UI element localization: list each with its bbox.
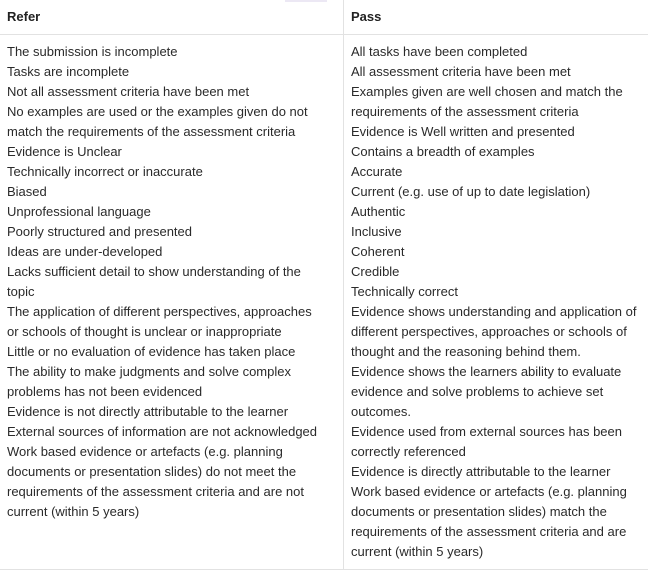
pass-line: correctly referenced — [351, 444, 466, 459]
pass-line: requirements of the assessment criteria — [351, 104, 579, 119]
refer-line: Unprofessional language — [7, 204, 151, 219]
refer-line: requirements of the assessment criteria and are not — [7, 484, 304, 499]
pass-line: Authentic — [351, 204, 406, 219]
pass-line: Evidence used from external sources has been — [351, 424, 622, 439]
refer-cell — [7, 42, 337, 522]
pass-line: thought and the reasoning behind them. — [351, 344, 581, 359]
pass-line: Credible — [351, 264, 400, 279]
refer-line: Evidence is not directly attributable to the learner — [7, 404, 289, 419]
refer-line: current (within 5 years) — [7, 504, 140, 519]
refer-line: External sources of information are not acknowledged — [7, 424, 318, 439]
pass-line: documents or presentation slides) match the — [351, 504, 607, 519]
refer-line: problems has not been evidenced — [7, 384, 203, 399]
refer-line: Biased — [7, 184, 47, 199]
refer-line: Tasks are incomplete — [7, 64, 130, 79]
refer-line: Evidence is Unclear — [7, 144, 122, 159]
pass-line: different perspectives, approaches or schools of — [351, 324, 627, 339]
refer-line: Technically incorrect or inaccurate — [7, 164, 203, 179]
refer-line: No examples are used or the examples given do not — [7, 104, 308, 119]
refer-line: The submission is incomplete — [7, 44, 178, 59]
pass-line: Contains a breadth of examples — [351, 144, 535, 159]
refer-line: topic — [7, 284, 35, 299]
refer-line: Little or no evaluation of evidence has taken place — [7, 344, 296, 359]
pass-cell — [351, 42, 648, 562]
pass-line: Current (e.g. use of up to date legislation) — [351, 184, 591, 199]
pass-line: Inclusive — [351, 224, 402, 239]
refer-line: The application of different perspectives, approaches — [7, 304, 312, 319]
header-pass: Pass — [351, 9, 382, 24]
pass-line: evidence and solve problems to achieve set — [351, 384, 604, 399]
pass-line: All assessment criteria have been met — [351, 64, 571, 79]
refer-line: The ability to make judgments and solve complex — [7, 364, 291, 379]
pass-line: Evidence is Well written and presented — [351, 124, 575, 139]
column-divider — [343, 0, 344, 569]
pass-line: Accurate — [351, 164, 403, 179]
refer-line: Ideas are under-developed — [7, 244, 163, 259]
refer-line: documents or presentation slides) do not meet the — [7, 464, 297, 479]
pass-line: Coherent — [351, 244, 405, 259]
refer-line: Lacks sufficient detail to show understanding of the — [7, 264, 301, 279]
pass-line: Technically correct — [351, 284, 458, 299]
refer-line: or schools of thought is unclear or inappropriate — [7, 324, 282, 339]
pass-line: outcomes. — [351, 404, 411, 419]
refer-line: Poorly structured and presented — [7, 224, 192, 239]
pass-line: Work based evidence or artefacts (e.g. planning — [351, 484, 627, 499]
pass-line: Evidence shows the learners ability to evaluate — [351, 364, 622, 379]
refer-line: Not all assessment criteria have been met — [7, 84, 250, 99]
header-refer: Refer — [7, 9, 41, 24]
pass-line: current (within 5 years) — [351, 544, 484, 559]
pass-line: requirements of the assessment criteria and are — [351, 524, 627, 539]
pass-line: Examples given are well chosen and match the — [351, 84, 623, 99]
pass-line: Evidence shows understanding and application of — [351, 304, 637, 319]
refer-line: match the requirements of the assessment criteria — [7, 124, 296, 139]
pass-line: Evidence is directly attributable to the learner — [351, 464, 611, 479]
pass-line: All tasks have been completed — [351, 44, 528, 59]
refer-line: Work based evidence or artefacts (e.g. planning — [7, 444, 283, 459]
table-header-row — [0, 0, 648, 35]
